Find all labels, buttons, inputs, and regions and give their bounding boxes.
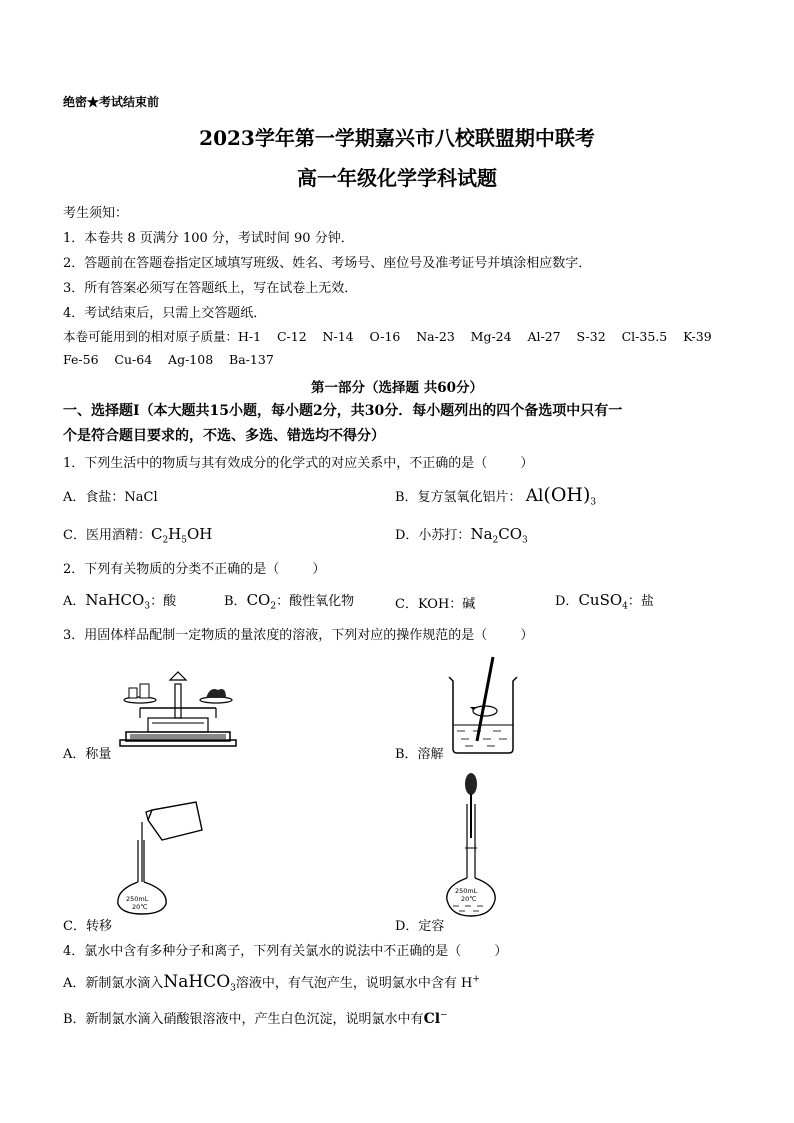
q2-option-c: C．KOH：碱 xyxy=(395,597,476,612)
q4-option-a xyxy=(63,972,480,994)
q2-d-prefix: D． xyxy=(555,594,579,609)
beaker-stirring-icon xyxy=(443,655,523,755)
q1-stem: 1．下列生活中的物质与其有效成分的化学式的对应关系中，不正确的是（ ） xyxy=(63,456,534,471)
section-heading-line-1: 一、选择题Ⅰ（本大题共15小题，每小题2分，共30分．每小题列出的四个备选项中只有一 xyxy=(63,403,623,419)
q2-d-suffix: ：盐 xyxy=(627,594,654,609)
q1-d-formula-sub: 3 xyxy=(522,535,528,546)
pouring-flask-icon xyxy=(112,800,212,915)
flask-d-temp: 20℃ xyxy=(461,895,477,903)
q4-b-ion: Cl xyxy=(423,1011,441,1027)
notice-heading: 考生须知： xyxy=(63,206,129,221)
q2-option-b xyxy=(224,590,354,612)
q1-option-c xyxy=(63,524,212,546)
q4-stem: 4．氯水中含有多种分子和离子，下列有关氯水的说法中不正确的是（ ） xyxy=(63,944,508,959)
q1-option-b-label: B．复方氢氧化铝片： xyxy=(395,490,522,505)
q1-c-formula-sub: 2 xyxy=(162,535,169,546)
q2-b-prefix: B． xyxy=(224,594,247,609)
q1-option-d xyxy=(395,524,528,546)
dropper-flask-icon xyxy=(445,770,515,920)
q1-b-formula-sub: 3 xyxy=(590,497,597,508)
q1-option-d-label: D．小苏打： xyxy=(395,528,471,543)
q1-b-formula-al: Al xyxy=(525,486,544,506)
q4-b-text: B．新制氯水滴入硝酸银溶液中，产生白色沉淀，说明氯水中有 xyxy=(63,1012,424,1027)
q2-option-d xyxy=(555,590,654,612)
q1-option-c-label: C．医用酒精： xyxy=(63,528,151,543)
q1-c-formula-part: H xyxy=(168,525,182,543)
q2-b-sub: 2 xyxy=(270,601,277,612)
q3-stem: 3．用固体样品配制一定物质的量浓度的溶液，下列对应的操作规范的是（ ） xyxy=(63,628,534,643)
exam-subtitle: 高一年级化学学科试题 xyxy=(297,166,497,190)
secret-mark: 绝密★考试结束前 xyxy=(63,95,160,109)
notice-item-3: 3．所有答案必须写在答题纸上，写在试卷上无效． xyxy=(63,281,358,296)
q2-d-sub: 4 xyxy=(622,601,628,612)
q2-b-suffix: ：酸性氧化物 xyxy=(276,594,355,609)
q2-b-formula: CO xyxy=(246,591,271,609)
q3-option-a-label: A．称量 xyxy=(63,747,112,762)
q1-d-formula-part: CO xyxy=(498,525,523,543)
q1-d-formula-sub: 2 xyxy=(492,535,499,546)
notice-item-1: 1．本卷共 8 页满分 100 分，考试时间 90 分钟． xyxy=(63,231,354,246)
notice-item-4: 4．考试结束后，只需上交答题纸． xyxy=(63,306,267,321)
q3-option-b-label: B．溶解 xyxy=(395,747,444,762)
atomic-mass-line-2: Fe-56 Cu-64 Ag-108 Ba-137 xyxy=(63,352,274,367)
flask-c-volume: 250mL xyxy=(126,895,149,903)
q2-stem: 2．下列有关物质的分类不正确的是（ ） xyxy=(63,562,326,577)
q1-c-formula-part: C xyxy=(150,525,163,543)
exam-title: 2023学年第一学期嘉兴市八校联盟期中联考 xyxy=(199,126,595,150)
q1-d-formula-part: Na xyxy=(470,525,493,543)
q2-option-a xyxy=(63,590,176,612)
notice-item-2: 2．答题前在答题卷指定区域填写班级、姓名、考场号、座位号及准考证号并填涂相应数字． xyxy=(63,256,592,271)
q4-a-sup: + xyxy=(472,974,480,985)
atomic-mass-line-1: 本卷可能用到的相对原子质量：H-1 C-12 N-14 O-16 Na-23 Mg-24 Al-27 S-32 Cl-35.5 K-39 xyxy=(63,329,712,344)
q4-option-b xyxy=(63,1008,448,1027)
q4-a-suffix: 溶液中，有气泡产生，说明氯水中含有 H xyxy=(235,976,473,991)
q4-b-sup: − xyxy=(440,1010,448,1021)
q1-c-formula-part: OH xyxy=(187,525,213,543)
section-heading-line-2: 个是符合题目要求的，不选、多选、错选均不得分） xyxy=(63,428,385,444)
q1-c-formula-sub: 5 xyxy=(181,535,187,546)
q2-a-sub: 3 xyxy=(144,601,151,612)
part1-title: 第一部分（选择题 共60分） xyxy=(311,380,483,396)
q1-option-a: A．食盐：NaCl xyxy=(63,490,158,505)
q4-a-sub: 3 xyxy=(230,983,236,994)
q2-a-formula: NaHCO xyxy=(85,591,145,609)
flask-c-temp: 20℃ xyxy=(132,903,148,911)
q1-b-formula-oh: (OH) xyxy=(543,484,591,506)
q4-a-prefix: A．新制氯水滴入 xyxy=(63,976,164,991)
flask-d-volume: 250mL xyxy=(455,887,478,895)
q1-option-b xyxy=(395,484,596,508)
q3-option-d-label: D．定容 xyxy=(395,919,445,934)
q3-option-c-label: C．转移 xyxy=(63,919,112,934)
q4-a-formula: NaHCO xyxy=(163,972,231,992)
q2-a-suffix: ：酸 xyxy=(150,594,177,609)
balance-scale-icon xyxy=(118,668,238,760)
q2-a-prefix: A． xyxy=(63,594,86,609)
q2-d-formula: CuSO xyxy=(578,591,623,609)
